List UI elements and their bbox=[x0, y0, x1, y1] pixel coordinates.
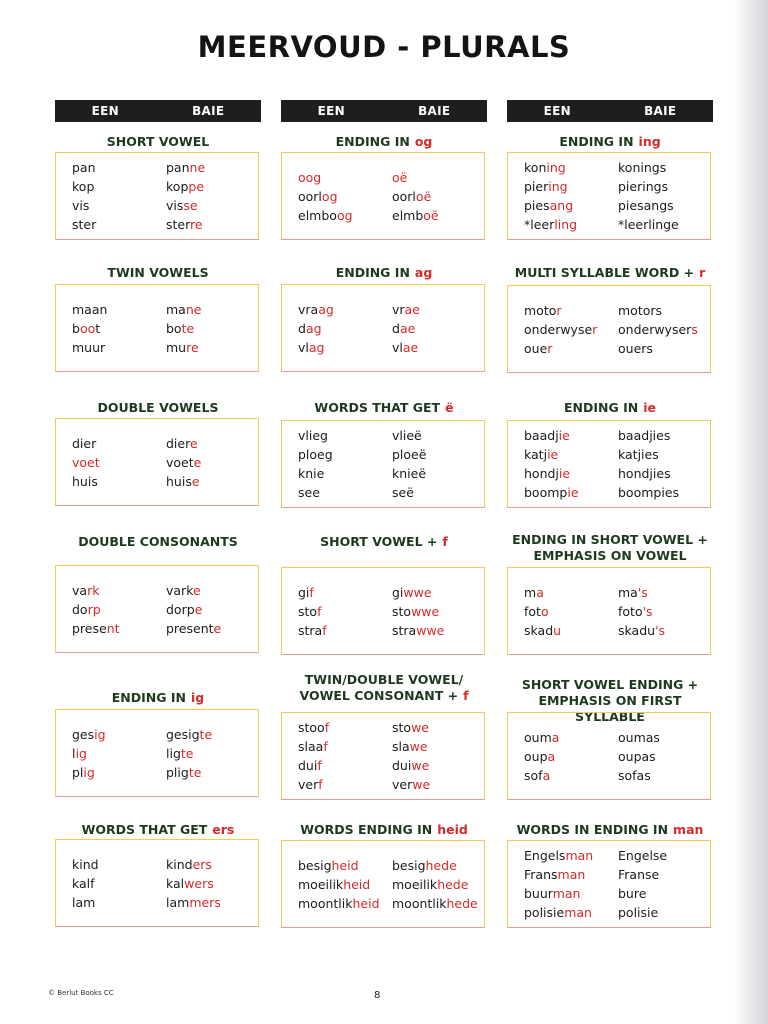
plural-word: foto's bbox=[618, 603, 653, 619]
word-box bbox=[55, 284, 259, 372]
singular-word: vark bbox=[72, 582, 100, 598]
plural-word: lammers bbox=[166, 894, 221, 910]
singular-word: moontlikheid bbox=[298, 895, 380, 911]
singular-word: sofa bbox=[524, 767, 551, 783]
publisher-credit: © Berlut Books CC bbox=[48, 989, 114, 997]
singular-word: gesig bbox=[72, 726, 106, 742]
header-een: EEN bbox=[317, 104, 345, 118]
plural-word: varke bbox=[166, 582, 201, 598]
word-pair-row bbox=[72, 619, 258, 638]
plural-word: visse bbox=[166, 198, 198, 213]
singular-word: kind bbox=[72, 856, 99, 872]
singular-word: kop bbox=[72, 179, 95, 194]
plural-word: presente bbox=[166, 620, 222, 636]
plural-word: slawe bbox=[392, 739, 428, 754]
plural-word: koppe bbox=[166, 179, 205, 194]
plural-word: mane bbox=[166, 301, 202, 317]
plural-word: oumas bbox=[618, 729, 660, 745]
page-title: MEERVOUD - PLURALS bbox=[197, 30, 571, 64]
singular-word: ouma bbox=[524, 729, 560, 745]
word-pair-row bbox=[524, 301, 710, 320]
word-pair-row bbox=[298, 168, 484, 187]
plural-word: dae bbox=[392, 320, 416, 336]
word-pair-row bbox=[298, 464, 484, 483]
plural-word: knieë bbox=[392, 466, 427, 481]
word-box bbox=[55, 418, 259, 506]
word-pair-row bbox=[72, 763, 258, 782]
word-pair-row bbox=[72, 600, 258, 619]
word-pair-row bbox=[72, 472, 258, 491]
column-header bbox=[55, 100, 261, 122]
section-title: WORDS ENDING IN heid bbox=[300, 822, 468, 837]
singular-word: koning bbox=[524, 160, 566, 175]
word-pair-row bbox=[524, 464, 710, 483]
word-pair-row bbox=[298, 875, 484, 894]
section-title: ENDING IN SHORT VOWEL + EMPHASIS ON VOWEL bbox=[512, 532, 708, 563]
word-box bbox=[281, 284, 485, 372]
plural-word: moeilikhede bbox=[392, 876, 469, 892]
word-box bbox=[281, 420, 485, 508]
plural-word: huise bbox=[166, 473, 200, 489]
word-box bbox=[507, 840, 711, 928]
plural-word: verwe bbox=[392, 777, 431, 792]
word-pair-row bbox=[524, 483, 710, 502]
singular-word: hondjie bbox=[524, 466, 571, 481]
singular-word: piering bbox=[524, 179, 568, 194]
header-baie: BAIE bbox=[192, 104, 225, 118]
header-een: EEN bbox=[543, 104, 571, 118]
singular-word: dorp bbox=[72, 601, 101, 617]
header-een: EEN bbox=[91, 104, 119, 118]
singular-word: plig bbox=[72, 764, 95, 780]
section-title: ENDING IN ag bbox=[335, 265, 433, 280]
word-pair-row bbox=[524, 728, 710, 747]
section-title: ENDING IN ig bbox=[111, 690, 205, 705]
singular-word: verf bbox=[298, 777, 323, 792]
singular-word: voet bbox=[72, 454, 100, 470]
singular-word: moeilikheid bbox=[298, 876, 371, 892]
plural-word: skadu's bbox=[618, 622, 666, 638]
word-box bbox=[55, 152, 259, 240]
singular-word: see bbox=[298, 485, 320, 500]
word-pair-row bbox=[524, 865, 710, 884]
plural-word: sterre bbox=[166, 217, 203, 232]
plural-word: mure bbox=[166, 339, 199, 355]
singular-word: buurman bbox=[524, 886, 581, 901]
singular-word: slaaf bbox=[298, 739, 328, 754]
singular-word: maan bbox=[72, 301, 108, 317]
word-pair-row bbox=[298, 894, 484, 913]
word-pair-row bbox=[72, 855, 258, 874]
word-pair-row bbox=[72, 581, 258, 600]
plural-word: pierings bbox=[618, 179, 669, 194]
plural-word: gesigte bbox=[166, 726, 213, 742]
page-edge bbox=[734, 0, 768, 1024]
plural-word: kinders bbox=[166, 856, 212, 872]
column-header bbox=[281, 100, 487, 122]
word-pair-row bbox=[524, 158, 710, 177]
singular-word: besigheid bbox=[298, 857, 359, 873]
word-pair-row bbox=[298, 483, 484, 502]
word-box bbox=[507, 567, 711, 655]
plural-word: ploeë bbox=[392, 447, 427, 462]
word-box bbox=[281, 840, 485, 928]
word-pair-row bbox=[72, 434, 258, 453]
word-pair-row bbox=[524, 747, 710, 766]
plural-word: diere bbox=[166, 435, 198, 451]
header-baie: BAIE bbox=[418, 104, 451, 118]
word-box bbox=[507, 285, 711, 373]
word-pair-row bbox=[298, 756, 484, 775]
word-pair-row bbox=[298, 426, 484, 445]
singular-word: ster bbox=[72, 217, 97, 232]
singular-word: motor bbox=[524, 302, 562, 318]
section-title: MULTI SYLLABLE WORD + r bbox=[514, 265, 706, 280]
word-pair-row bbox=[298, 338, 484, 357]
page-number: 8 bbox=[374, 990, 381, 1001]
column-2 bbox=[281, 100, 487, 911]
word-box bbox=[55, 839, 259, 927]
word-pair-row bbox=[524, 766, 710, 785]
section-title: DOUBLE VOWELS bbox=[97, 400, 219, 415]
plural-word: oorloë bbox=[392, 188, 432, 204]
word-box bbox=[507, 152, 711, 240]
plural-word: pligte bbox=[166, 764, 202, 780]
singular-word: oupa bbox=[524, 748, 556, 764]
singular-word: huis bbox=[72, 473, 98, 489]
singular-word: pan bbox=[72, 160, 96, 175]
word-box bbox=[55, 565, 259, 653]
word-pair-row bbox=[298, 737, 484, 756]
word-pair-row bbox=[524, 602, 710, 621]
singular-word: vraag bbox=[298, 301, 334, 317]
word-pair-row bbox=[524, 215, 710, 234]
plural-word: giwwe bbox=[392, 584, 432, 600]
word-pair-row bbox=[524, 339, 710, 358]
singular-word: vis bbox=[72, 198, 90, 213]
column-3 bbox=[507, 100, 713, 920]
word-pair-row bbox=[72, 725, 258, 744]
singular-word: Fransman bbox=[524, 867, 586, 882]
singular-word: oog bbox=[298, 169, 322, 185]
plural-word: elmboë bbox=[392, 207, 439, 223]
column-1 bbox=[55, 100, 261, 910]
singular-word: skadu bbox=[524, 622, 562, 638]
word-pair-row bbox=[524, 445, 710, 464]
plural-word: moontlikhede bbox=[392, 895, 478, 911]
word-box bbox=[507, 420, 711, 508]
plural-word: seë bbox=[392, 485, 414, 500]
section-title: TWIN/DOUBLE VOWEL/ VOWEL CONSONANT + f bbox=[299, 672, 469, 703]
singular-word: vlag bbox=[298, 339, 325, 355]
word-pair-row bbox=[72, 215, 258, 234]
singular-word: stoof bbox=[298, 720, 330, 735]
singular-word: dag bbox=[298, 320, 322, 336]
singular-word: dier bbox=[72, 435, 97, 451]
singular-word: katjie bbox=[524, 447, 559, 462]
word-box bbox=[281, 712, 485, 800]
singular-word: lam bbox=[72, 894, 96, 910]
column-header bbox=[507, 100, 713, 122]
word-box bbox=[507, 712, 711, 800]
word-pair-row bbox=[298, 775, 484, 794]
section-title: ENDING IN ie bbox=[564, 400, 656, 415]
word-pair-row bbox=[72, 158, 258, 177]
word-pair-row bbox=[524, 884, 710, 903]
word-pair-row bbox=[298, 602, 484, 621]
plural-word: ligte bbox=[166, 745, 194, 761]
singular-word: ma bbox=[524, 584, 544, 600]
plural-word: vlieë bbox=[392, 428, 422, 443]
singular-word: boot bbox=[72, 320, 101, 336]
singular-word: knie bbox=[298, 466, 325, 481]
plural-word: ouers bbox=[618, 340, 653, 356]
word-pair-row bbox=[72, 874, 258, 893]
word-box bbox=[55, 709, 259, 797]
word-pair-row bbox=[524, 846, 710, 865]
singular-word: elmboog bbox=[298, 207, 353, 223]
plural-word: stowe bbox=[392, 720, 429, 735]
plural-word: dorpe bbox=[166, 601, 203, 617]
section-title: WORDS THAT GET ers bbox=[81, 822, 235, 837]
plural-word: panne bbox=[166, 160, 206, 175]
section-title: TWIN VOWELS bbox=[107, 265, 209, 280]
word-pair-row bbox=[298, 445, 484, 464]
plural-word: oë bbox=[392, 169, 408, 185]
plural-word: strawwe bbox=[392, 622, 445, 638]
section-title: SHORT VOWEL ENDING + EMPHASIS ON FIRST SYLLABLE bbox=[521, 677, 699, 724]
plural-word: *leerlinge bbox=[618, 217, 679, 232]
word-pair-row bbox=[298, 319, 484, 338]
word-pair-row bbox=[298, 300, 484, 319]
word-pair-row bbox=[524, 177, 710, 196]
plural-word: stowwe bbox=[392, 603, 440, 619]
plural-word: bote bbox=[166, 320, 195, 336]
word-pair-row bbox=[298, 206, 484, 225]
plural-word: bure bbox=[618, 886, 647, 901]
word-pair-row bbox=[524, 583, 710, 602]
word-pair-row bbox=[524, 903, 710, 922]
plural-word: ma's bbox=[618, 584, 648, 600]
plural-word: onderwysers bbox=[618, 321, 698, 337]
word-pair-row bbox=[72, 319, 258, 338]
word-pair-row bbox=[298, 621, 484, 640]
singular-word: present bbox=[72, 620, 120, 636]
plural-word: vrae bbox=[392, 301, 420, 317]
section-title: DOUBLE CONSONANTS bbox=[78, 534, 238, 549]
plural-word: motors bbox=[618, 302, 663, 318]
word-pair-row bbox=[72, 177, 258, 196]
section-title: SHORT VOWEL + f bbox=[320, 534, 448, 549]
singular-word: ouer bbox=[524, 340, 553, 356]
word-box bbox=[281, 152, 485, 240]
singular-word: muur bbox=[72, 339, 106, 355]
singular-word: oorlog bbox=[298, 188, 338, 204]
plural-word: piesangs bbox=[618, 198, 674, 213]
singular-word: kalf bbox=[72, 875, 95, 891]
singular-word: onderwyser bbox=[524, 321, 598, 337]
word-pair-row bbox=[72, 300, 258, 319]
word-pair-row bbox=[72, 453, 258, 472]
plural-word: oupas bbox=[618, 748, 656, 764]
word-pair-row bbox=[72, 338, 258, 357]
section-title: WORDS IN ENDING IN man bbox=[516, 822, 704, 837]
singular-word: stof bbox=[298, 603, 322, 619]
section-title: WORDS THAT GET ë bbox=[314, 400, 454, 415]
word-box bbox=[281, 567, 485, 655]
section-title: ENDING IN og bbox=[335, 134, 433, 149]
plural-word: Franse bbox=[618, 867, 660, 882]
singular-word: lig bbox=[72, 745, 87, 761]
plural-word: katjies bbox=[618, 447, 659, 462]
header-baie: BAIE bbox=[644, 104, 677, 118]
singular-word: vlieg bbox=[298, 428, 328, 443]
singular-word: baadjie bbox=[524, 428, 570, 443]
plural-word: konings bbox=[618, 160, 667, 175]
singular-word: piesang bbox=[524, 198, 574, 213]
word-pair-row bbox=[298, 718, 484, 737]
word-pair-row bbox=[524, 320, 710, 339]
plural-word: hondjies bbox=[618, 466, 671, 481]
plural-word: vlae bbox=[392, 339, 419, 355]
plural-word: boompies bbox=[618, 485, 680, 500]
plural-word: duiwe bbox=[392, 758, 430, 773]
word-pair-row bbox=[298, 856, 484, 875]
plural-word: baadjies bbox=[618, 428, 671, 443]
singular-word: foto bbox=[524, 603, 549, 619]
section-title: SHORT VOWEL bbox=[106, 134, 210, 149]
word-pair-row bbox=[298, 187, 484, 206]
word-pair-row bbox=[72, 893, 258, 912]
section-title: ENDING IN ing bbox=[559, 134, 661, 149]
singular-word: polisieman bbox=[524, 905, 592, 920]
singular-word: straf bbox=[298, 622, 327, 638]
singular-word: boompie bbox=[524, 485, 579, 500]
singular-word: gif bbox=[298, 584, 314, 600]
plural-word: besighede bbox=[392, 857, 457, 873]
word-pair-row bbox=[524, 426, 710, 445]
word-pair-row bbox=[72, 744, 258, 763]
word-pair-row bbox=[524, 621, 710, 640]
word-pair-row bbox=[72, 196, 258, 215]
plural-word: sofas bbox=[618, 767, 651, 783]
plural-word: voete bbox=[166, 454, 202, 470]
singular-word: ploeg bbox=[298, 447, 333, 462]
plural-word: Engelse bbox=[618, 848, 668, 863]
word-pair-row bbox=[524, 196, 710, 215]
singular-word: *leerling bbox=[524, 217, 578, 232]
plural-word: polisie bbox=[618, 905, 659, 920]
word-pair-row bbox=[298, 583, 484, 602]
singular-word: Engelsman bbox=[524, 848, 594, 863]
plural-word: kalwers bbox=[166, 875, 214, 891]
singular-word: duif bbox=[298, 758, 322, 773]
